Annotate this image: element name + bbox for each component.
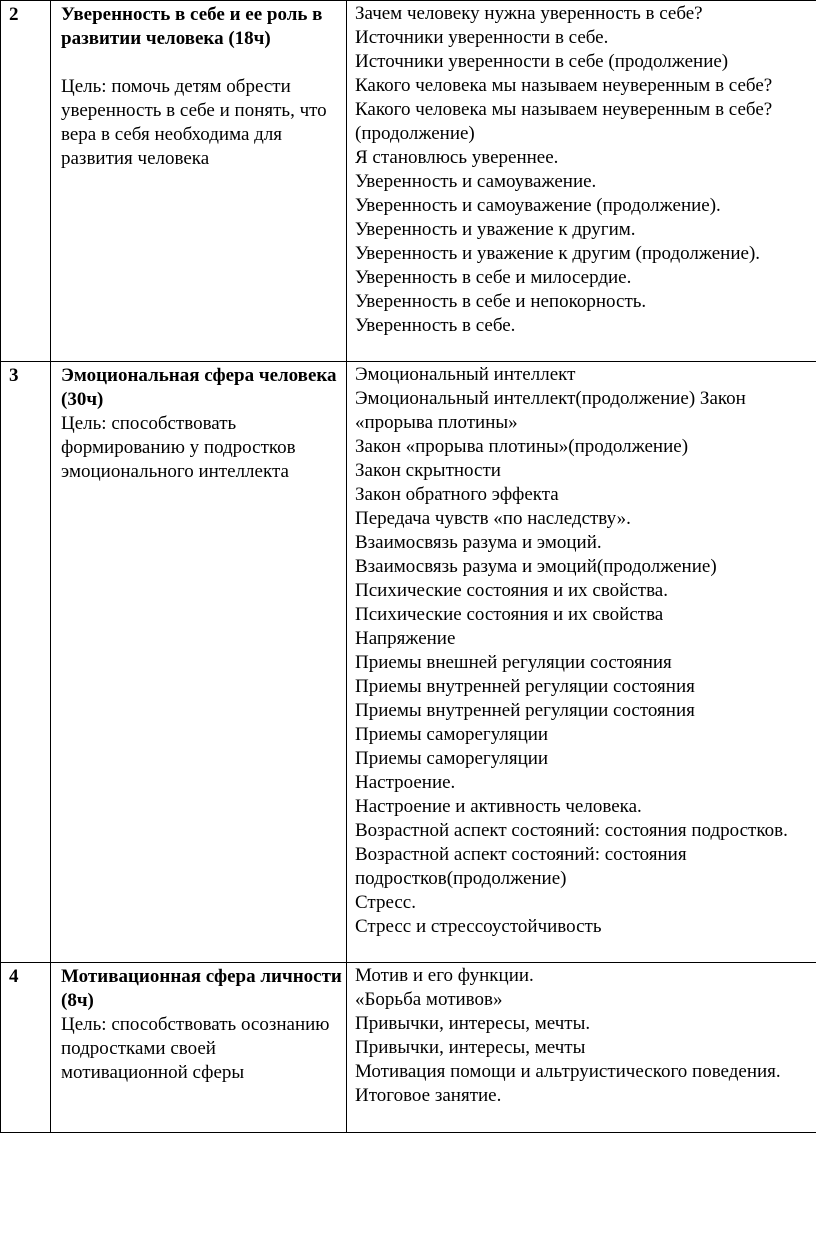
topic-item: Эмоциональный интеллект [355,364,576,385]
topic-item: Источники уверенности в себе (продолжение) [355,51,729,72]
row-number: 3 [1,362,51,963]
module-title: Эмоциональная сфера человека (30ч) [61,365,337,410]
module-cell [51,1,347,362]
topics-cell [347,1,816,362]
topic-item: Стресс. [355,892,416,913]
topic-item: Закон скрытности [355,460,501,481]
topic-item: Приемы внутренней регуляции состояния [355,676,695,697]
topic-item: Уверенность и уважение к другим. [355,219,636,240]
topic-item: Психические состояния и их свойства. [355,580,668,601]
topic-item: Психические состояния и их свойства [355,604,664,625]
topic-item: Уверенность и уважение к другим (продолжение). [355,243,761,264]
topic-item: Уверенность и самоуважение. [355,171,597,192]
topic-item: Привычки, интересы, мечты [355,1037,586,1058]
table-row [1,963,816,1133]
topic-item: Возрастной аспект состояний: состояния подростков. [355,820,788,841]
module-goal: Цель: способствовать формированию у подростков эмоционального интеллекта [61,413,296,482]
topic-item: Закон «прорыва плотины»(продолжение) [355,436,689,457]
table-row [1,362,816,963]
topic-item: Настроение. [355,772,456,793]
topic-item: Передача чувств «по наследству». [355,508,631,529]
topics-cell [347,362,816,963]
module-title: Мотивационная сфера личности (8ч) [61,966,342,1011]
topic-item: Приемы внутренней регуляции состояния [355,700,695,721]
topic-item: Приемы саморегуляции [355,748,549,769]
curriculum-table-body [1,1,816,1133]
topic-item: «Борьба мотивов» [355,989,503,1010]
topic-item: Стресс и стрессоустойчивость [355,916,602,937]
topic-item: Уверенность в себе. [355,315,516,336]
topics-cell [347,963,816,1133]
module-goal: Цель: помочь детям обрести уверенность в себе и понять, что вера в себя необходима для развития человека [61,76,327,169]
topic-item: Привычки, интересы, мечты. [355,1013,591,1034]
topic-item: Уверенность в себе и непокорность. [355,291,647,312]
topic-item: Приемы внешней регуляции состояния [355,652,672,673]
topic-item: Какого человека мы называем неуверенным в себе? [355,75,773,96]
module-cell [51,362,347,963]
topic-item: Возрастной аспект состояний: состояния подростков(продолжение) [355,844,687,889]
topic-item: Какого человека мы называем неуверенным в себе? (продолжение) [355,99,773,144]
table-row [1,1,816,362]
row-number: 4 [1,963,51,1133]
topic-item: Взаимосвязь разума и эмоций. [355,532,602,553]
topic-item: Мотивация помощи и альтруистического поведения. [355,1061,781,1082]
module-cell [51,963,347,1133]
topic-item: Зачем человеку нужна уверенность в себе? [355,3,703,24]
topic-item: Уверенность в себе и милосердие. [355,267,632,288]
module-title: Уверенность в себе и ее роль в развитии человека (18ч) [61,4,323,49]
topic-item: Эмоциональный интеллект(продолжение) Закон «прорыва плотины» [355,388,746,433]
module-goal: Цель: способствовать осознанию подростками своей мотивационной сферы [61,1014,330,1083]
topic-item: Приемы саморегуляции [355,724,549,745]
topic-item: Мотив и его функции. [355,965,534,986]
topic-item: Я становлюсь увереннее. [355,147,559,168]
topic-item: Итоговое занятие. [355,1085,502,1106]
topic-item: Источники уверенности в себе. [355,27,609,48]
topic-item: Напряжение [355,628,456,649]
topic-item: Уверенность и самоуважение (продолжение). [355,195,721,216]
topic-item: Настроение и активность человека. [355,796,642,817]
topic-item: Взаимосвязь разума и эмоций(продолжение) [355,556,717,577]
row-number: 2 [1,1,51,362]
topic-item: Закон обратного эффекта [355,484,559,505]
